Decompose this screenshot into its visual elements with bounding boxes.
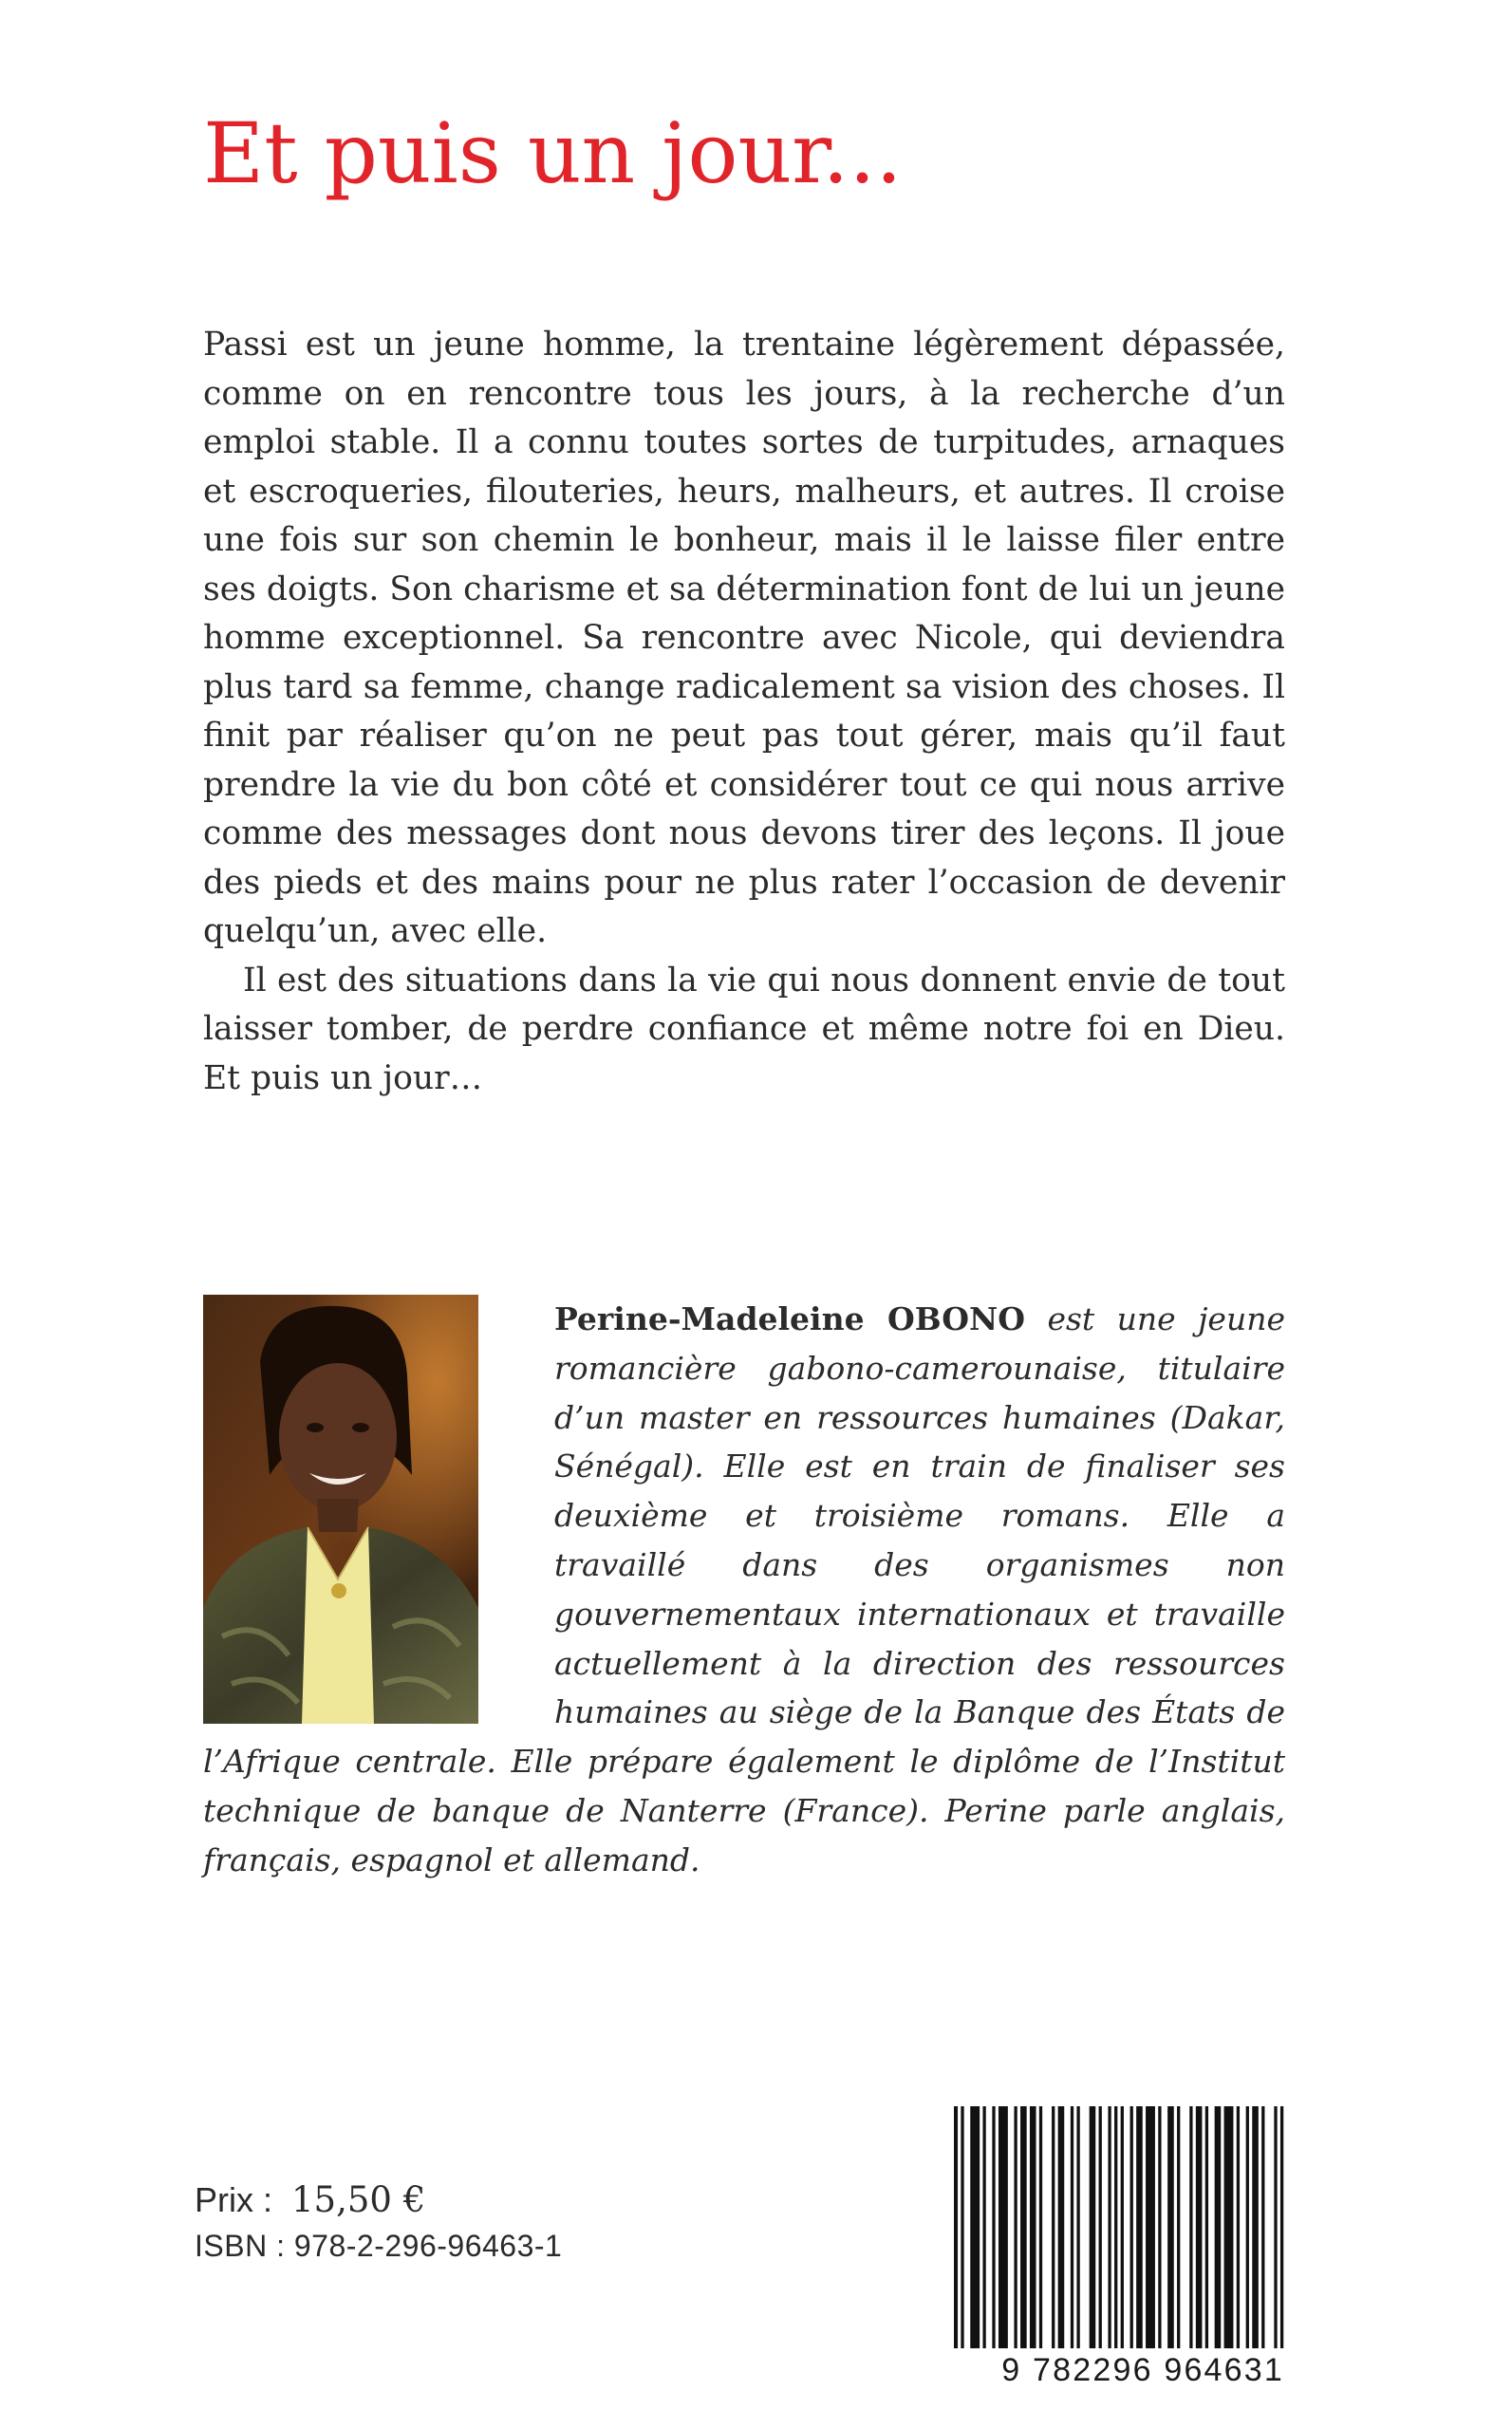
barcode-bar (1246, 2106, 1249, 2348)
book-title: Et puis un jour... (203, 104, 903, 202)
barcode-bar (1039, 2106, 1042, 2348)
barcode (954, 2106, 1284, 2348)
barcode-bar (1215, 2106, 1222, 2348)
price-label: Prix : (195, 2180, 273, 2219)
photo-spacer (203, 1295, 554, 1737)
bio-text: est une jeune romancière gabono-camerounaise, titulaire d’un master en ressources humaines (Dakar, Sénégal). Elle est en train de finaliser ses deuxième et troisième romans. Elle a travaillé dans des organismes non gouvernementaux internationaux et travaille actuellement à la direction des ressources humaines au siège de la Banque des États de l’Afrique centrale. Elle prépare également le diplôme de l’Institut technique de banque de Nanterre (France). Perine parle anglais, français, espagnol et allemand. (203, 1300, 1285, 1878)
barcode-bar (1237, 2106, 1240, 2348)
summary-paragraph: Il est des situations dans la vie qui nous donnent envie de tout laisser tomber, de perdre confiance et même notre foi en Dieu. Et puis un jour… (203, 961, 1285, 1097)
barcode-bar (1099, 2106, 1102, 2348)
barcode-bar (1189, 2106, 1192, 2348)
barcode-bar (1130, 2106, 1133, 2348)
barcode-bar (1177, 2106, 1180, 2348)
barcode-bar (1280, 2106, 1283, 2348)
author-name: Perine-Madeleine OBONO (554, 1300, 1025, 1337)
barcode-bar (961, 2106, 963, 2348)
isbn-text: ISBN : 978-2-296-96463-1 (195, 2229, 563, 2263)
price-value: 15,50 € (291, 2179, 426, 2220)
barcode-bar (1014, 2106, 1017, 2348)
barcode-bar (1090, 2106, 1096, 2348)
barcode-bar (1167, 2106, 1174, 2348)
barcode-bar (1158, 2106, 1161, 2348)
barcode-bar (1114, 2106, 1117, 2348)
barcode-bar (1196, 2106, 1203, 2348)
barcode-bar (982, 2106, 985, 2348)
barcode-bar (1076, 2106, 1079, 2348)
barcode-bar (1071, 2106, 1073, 2348)
barcode-bar (1108, 2106, 1111, 2348)
summary-paragraph: Passi est un jeune homme, la trentaine légèrement dépassée, comme on en rencontre tous les jours, à la recherche d’un emploi stable. Il a connu toutes sortes de turpitudes, arnaques et escroqueries, filouteries, heurs, malheurs, et autres. Il croise une fois sur son chemin le bonheur, mais il le laisse filer entre ses doigts. Son charisme et sa détermination font de lui un jeune homme exceptionnel. Sa rencontre avec Nicole, qui deviendra plus tard sa femme, change radicalement sa vision des choses. Il finit par réaliser qu’on ne peut pas tout gérer, mais qu’il faut prendre la vie du bon côté et considérer tout ce qui nous arrive comme des messages dont nous devons tirer des leçons. Il joue des pieds et des mains pour ne plus rater l’occasion de devenir quelqu’un, avec elle. (203, 326, 1285, 950)
barcode-bar (1136, 2106, 1143, 2348)
barcode-bar (1121, 2106, 1124, 2348)
author-bio (203, 1295, 1285, 1885)
price-block (195, 2179, 562, 2265)
barcode-bar (1224, 2106, 1234, 2348)
barcode-bar (999, 2106, 1008, 2348)
barcode-bar (1020, 2106, 1027, 2348)
barcode-bar (970, 2106, 980, 2348)
barcode-bar (992, 2106, 995, 2348)
barcode-bar (1252, 2106, 1259, 2348)
barcode-bar (1058, 2106, 1065, 2348)
barcode-bar (1052, 2106, 1055, 2348)
barcode-bar (1261, 2106, 1264, 2348)
barcode-bar (1274, 2106, 1277, 2348)
barcode-bar (1146, 2106, 1155, 2348)
price-line (195, 2179, 562, 2221)
book-summary (203, 321, 1285, 1103)
barcode-digits: 9 782296 964631 (1001, 2352, 1284, 2388)
barcode-bar (954, 2106, 958, 2348)
barcode-bar (1030, 2106, 1036, 2348)
barcode-bar (1205, 2106, 1208, 2348)
